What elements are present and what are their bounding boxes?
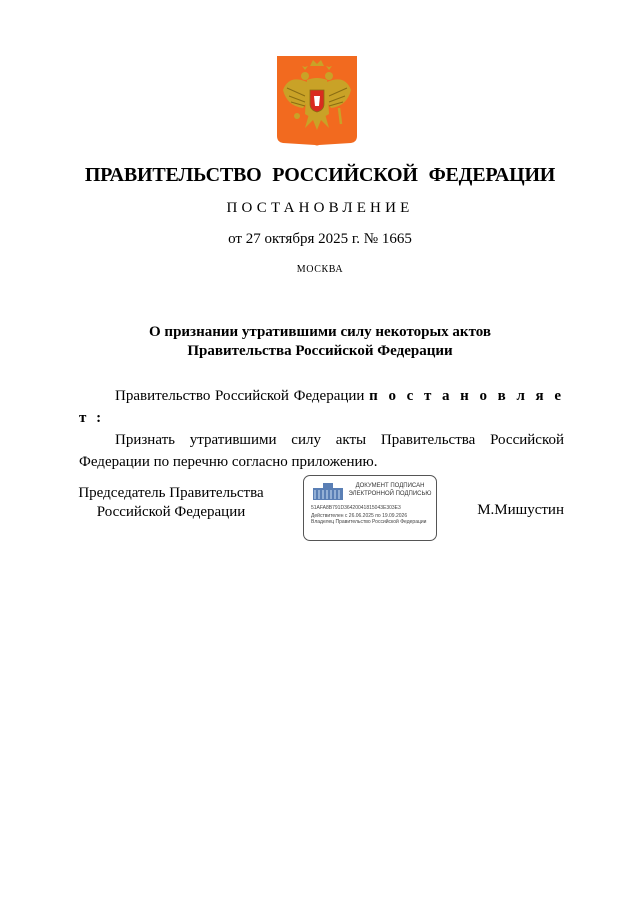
coat-of-arms-icon — [277, 56, 357, 146]
subject-line-1: О признании утратившими силу некоторых актов — [149, 324, 491, 340]
preamble-paragraph — [79, 385, 564, 429]
document-body — [79, 385, 564, 473]
stamp-certificate: 51AFA8B791D36420041815043E303E3 — [311, 505, 401, 511]
stamp-header — [344, 483, 436, 498]
government-title: ПРАВИТЕЛЬСТВО РОССИЙСКОЙ ФЕДЕРАЦИИ — [84, 164, 556, 186]
government-building-icon — [311, 482, 345, 500]
document-date-number: от 27 октября 2025 г. № 1665 — [228, 231, 412, 247]
document-type: ПОСТАНОВЛЕНИЕ — [226, 200, 414, 216]
signer-position-line-1: Председатель Правительства — [78, 485, 264, 501]
signer-name: М.Мишустин — [477, 502, 564, 518]
stamp-validity: Действителен с 26.06.2025 по 19.09.2026 — [311, 513, 408, 519]
body-paragraph: Признать утратившими силу акты Правительства Российской Федерации по перечню согласно приложению. — [79, 432, 564, 470]
decree-word: п о с т а н о в л я е т : — [79, 388, 564, 426]
document-city: МОСКВА — [296, 264, 344, 275]
subject-line-2: Правительства Российской Федерации — [187, 343, 453, 359]
signer-position — [66, 484, 276, 522]
stamp-header-line-2: ЭЛЕКТРОННОЙ ПОДПИСЬЮ — [348, 490, 432, 497]
electronic-signature-stamp — [303, 475, 437, 541]
preamble-text: Правительство Российской Федерации — [115, 388, 365, 404]
signer-position-line-2: Российской Федерации — [96, 504, 246, 520]
stamp-owner: Владелец Правительство Российской Федерации — [311, 519, 427, 525]
stamp-header-line-1: ДОКУМЕНТ ПОДПИСАН — [355, 483, 425, 489]
document-subject — [0, 323, 640, 361]
